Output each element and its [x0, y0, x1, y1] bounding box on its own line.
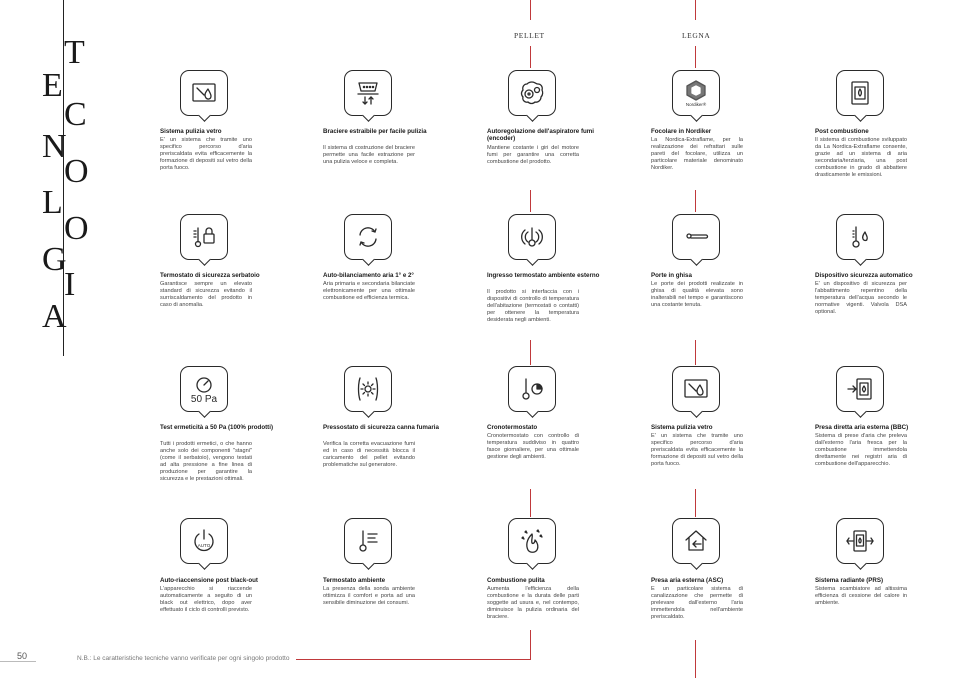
title-letter: O: [64, 210, 89, 247]
card-title: Presa diretta aria esterna (BBC): [815, 424, 909, 431]
card-title: Post combustione: [815, 128, 869, 135]
radiant-system-icon: [836, 518, 884, 564]
title-letter: G: [42, 241, 67, 278]
card-text: Il prodotto si interfaccia con i dispositivi di controllo di temperatura dell'abitazione (termostati o contatti) per ottenere la temperatura desiderata negli ambienti.: [487, 289, 579, 324]
external-air-icon: [672, 518, 720, 564]
pellet-connector-line: [530, 340, 531, 365]
clean-combustion-icon: [508, 518, 556, 564]
footnote: N.B.: Le caratteristiche tecniche vanno verificate per ogni singolo prodotto: [77, 655, 290, 662]
post-combustion-icon: [836, 70, 884, 116]
card-text: E' un sistema che tramite uno specifico percorso d'aria preriscaldata evita efficacemente la formazione di depositi sul vetro della porta fuoco.: [160, 137, 252, 172]
card-text: Sistema di prese d'aria che preleva dall'esterno l'aria fresca per la combustione immettendola direttamente nei registri aria di combustione dell'apparecchio.: [815, 433, 907, 468]
nordiker-icon: [672, 70, 720, 116]
glass-clean-icon: [180, 70, 228, 116]
svg-text:AUTO: AUTO: [197, 543, 211, 548]
svg-text:50 Pa: 50 Pa: [190, 394, 218, 404]
card-title: Autoregolazione dell'aspiratore fumi (encoder): [487, 128, 595, 143]
legna-connector-line: [695, 46, 696, 68]
card-text: E' un sistema che tramite uno specifico percorso d'aria preriscaldata evita efficacemente la formazione di depositi sul vetro della porta fuoco.: [651, 433, 743, 468]
card-title: Pressostato di sicurezza canna fumaria: [323, 424, 439, 431]
card-title: Focolare in Nordiker: [651, 128, 712, 135]
column-header-pellet: PELLET: [514, 31, 545, 40]
glass-clean-icon: [672, 366, 720, 412]
card-text: Il sistema di costruzione del braciere permette una facile estrazione per una pulizia veloce e completa.: [323, 145, 415, 166]
title-letter: O: [64, 153, 89, 190]
card-title: Sistema pulizia vetro: [651, 424, 713, 431]
card-title: Braciere estraibile per facile pulizia: [323, 128, 427, 135]
card-text: La Nordica-Extraflame, per la realizzazione dei refrattari sulle pareti del focolare, utilizza un particolare materiale denominato Nordiker.: [651, 137, 743, 172]
air-balance-icon: [344, 214, 392, 260]
chrono-thermostat-icon: [508, 366, 556, 412]
pellet-connector-line: [530, 190, 531, 212]
page-number-rule: [0, 661, 36, 662]
title-letter: C: [64, 96, 87, 133]
safety-device-icon: [836, 214, 884, 260]
footnote-rule: [296, 659, 530, 660]
pellet-connector-line: [530, 630, 531, 660]
external-thermostat-icon: [508, 214, 556, 260]
pressure-switch-icon: [344, 366, 392, 412]
title-letter: A: [42, 298, 67, 335]
cast-iron-door-icon: [672, 214, 720, 260]
card-text: Aria primaria e secondaria bilanciate elettronicamente per una ottimale combustione ed efficienza termica.: [323, 281, 415, 302]
column-header-legna: LEGNA: [682, 31, 711, 40]
card-text: Cronotermostato con controllo di temperatura suddiviso in quattro fasce giornaliere, per una ottimale gestione degli ambienti.: [487, 433, 579, 461]
card-text: Garantisce sempre un elevato standard di sicurezza evitando il surriscaldamento del prodotto in caso di anomalia.: [160, 281, 252, 309]
card-title: Termostato ambiente: [323, 577, 386, 584]
legna-connector-line: [695, 0, 696, 20]
legna-connector-line: [695, 640, 696, 678]
card-text: Mantiene costante i giri del motore fumi per garantire una corretta combustione del prodotto.: [487, 145, 579, 166]
card-title: Combustione pulita: [487, 577, 545, 584]
card-title: Sistema radiante (PRS): [815, 577, 884, 584]
card-title: Termostato di sicurezza serbatoio: [160, 272, 260, 279]
fan-encoder-icon: [508, 70, 556, 116]
title-letter: L: [42, 184, 63, 221]
pellet-connector-line: [530, 0, 531, 20]
card-title: Cronotermostato: [487, 424, 538, 431]
legna-connector-line: [695, 340, 696, 365]
card-text: Tutti i prodotti ermetici, o che hanno anche solo dei componenti "stagni" (come il serbatoio), vengono testati ad alta pressione a fine linea di produzione per garantire la sicurezza e le prestazioni ottimali.: [160, 441, 252, 483]
legna-connector-line: [695, 190, 696, 212]
pellet-connector-line: [530, 46, 531, 68]
direct-air-intake-icon: [836, 366, 884, 412]
card-text: Aumenta l'efficienza della combustione e la durata delle parti soggette ad usura e, nel contempo, diminuisce la pulizia ordinaria del braciere.: [487, 586, 579, 621]
card-text: Verifica la corretta evacuazione fumi ed in caso di necessità blocca il caricamento del pellet evitando problematiche sul generatore.: [323, 441, 415, 469]
tank-thermostat-icon: [180, 214, 228, 260]
title-letter: T: [64, 34, 85, 71]
title-letter: E: [42, 67, 63, 104]
room-thermostat-icon: [344, 518, 392, 564]
card-title: Porte in ghisa: [651, 272, 692, 279]
card-text: Il sistema di combustione sviluppato da La Nordica-Extraflame consente, grazie ad un sistema di aria secondaria/terziaria, una post combustione in grado di abbattere drasticamente le emissioni.: [815, 137, 907, 179]
page-number: 50: [17, 651, 28, 661]
brazier-icon: [344, 70, 392, 116]
auto-restart-icon: [180, 518, 228, 564]
pressure-gauge-icon: [180, 366, 228, 412]
legna-connector-line: [695, 489, 696, 517]
card-title: Sistema pulizia vetro: [160, 128, 222, 135]
pellet-connector-line: [530, 489, 531, 517]
card-title: Test ermeticità a 50 Pa (100% prodotti): [160, 424, 274, 431]
title-letter: N: [42, 128, 67, 165]
card-title: Auto-bilanciamento aria 1° e 2°: [323, 272, 414, 279]
card-title: Dispositivo sicurezza automatico: [815, 272, 913, 279]
card-text: Sistema scambiatore ad altissima efficienza di cessione del calore in ambiente.: [815, 586, 907, 607]
card-text: L'apparecchio si riaccende automaticamente a seguito di un black out elettrico, dopo aver effettuato il ciclo di controlli previsto.: [160, 586, 252, 614]
card-title: Presa aria esterna (ASC): [651, 577, 724, 584]
card-text: La presenza della sonda ambiente ottimizza il comfort e porta ad una sensibile diminuzione dei consumi.: [323, 586, 415, 607]
title-letter: I: [64, 266, 76, 303]
svg-text:Nordiker®: Nordiker®: [685, 102, 707, 107]
card-title: Auto-riaccensione post black-out: [160, 577, 258, 584]
card-text: E un particolare sistema di canalizzazione che permette di prelevare dall'esterno l'aria immettendola nell'ambiente preriscaldato.: [651, 586, 743, 621]
card-text: Le porte dei prodotti realizzate in ghisa di qualità elevata sono inalterabili nel tempo e garantiscono una costante tenuta.: [651, 281, 743, 309]
card-title: Ingresso termostato ambiente esterno: [487, 272, 600, 279]
card-text: E' un dispositivo di sicurezza per l'abbattimento repentino della temperatura dell'acqua secondo le normative vigenti. Valvola DSA optional.: [815, 281, 907, 316]
